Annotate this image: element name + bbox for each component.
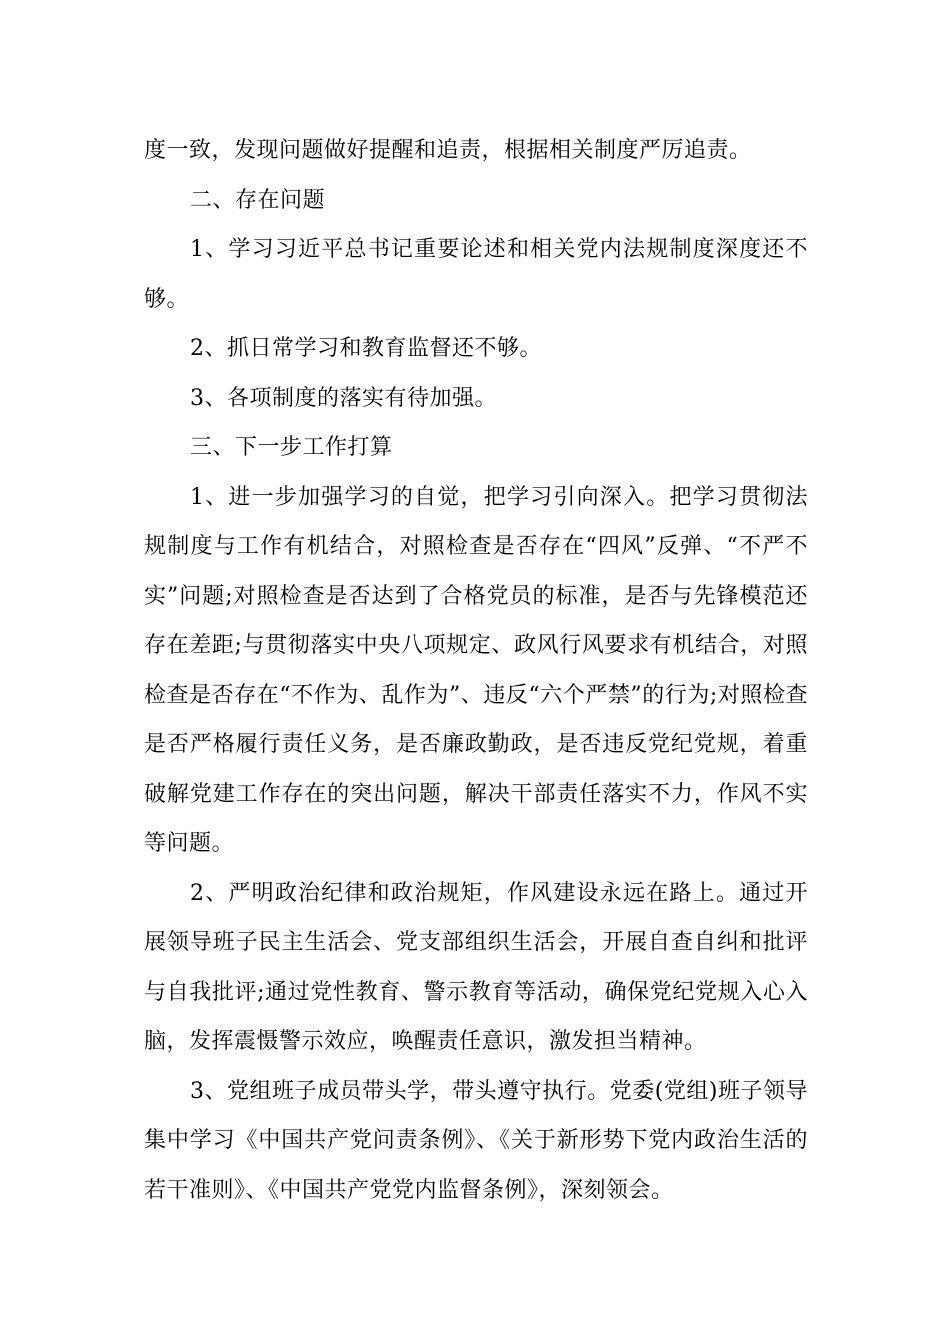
section-heading-existing-problems: 二、存在问题 xyxy=(190,187,326,213)
plan-item-3: 3、党组班子成员带头学，带头遵守执行。党委(党组)班子领导集中学习《中国共产党问责条例》、《关于新形势下党内政治生活的若干准则》、《中国共产党党内监督条例》，深刻领会。 xyxy=(144,1078,808,1203)
paragraph-continuation: 度一致，发现问题做好提醒和追责，根据相关制度严厉追责。 xyxy=(144,138,752,163)
document-body xyxy=(144,126,808,1215)
problem-item-1: 1、学习习近平总书记重要论述和相关党内法规制度深度还不够。 xyxy=(144,237,808,312)
problem-item-3: 3、各项制度的落实有待加强。 xyxy=(190,385,497,411)
plan-item-1: 1、进一步加强学习的自觉，把学习引向深入。把学习贯彻法规制度与工作有机结合，对照检查是否存在“四风”反弹、“不严不实”问题;对照检查是否达到了合格党员的标准，是否与先锋模范还存在差距;与贯彻落实中央八项规定、政风行风要求有机结合，对照检查是否存在“不作为、乱作为”、违反“六个严禁”的行为;对照检查是否严格履行责任义务，是否廉政勤政，是否违反党纪党规，着重破解党建工作存在的突出问题，解决干部责任落实不力，作风不实等问题。 xyxy=(144,484,808,856)
section-heading-next-steps: 三、下一步工作打算 xyxy=(190,435,393,460)
problem-item-2: 2、抓日常学习和教育监督还不够。 xyxy=(190,336,542,361)
plan-item-2: 2、严明政治纪律和政治规矩，作风建设永远在路上。通过开展领导班子民主生活会、党支部组织生活会，开展自查自纠和批评与自我批评;通过党性教育、警示教育等活动，确保党纪党规入心入脑，发挥震慑警示效应，唤醒责任意识，激发担当精神。 xyxy=(144,880,808,1054)
